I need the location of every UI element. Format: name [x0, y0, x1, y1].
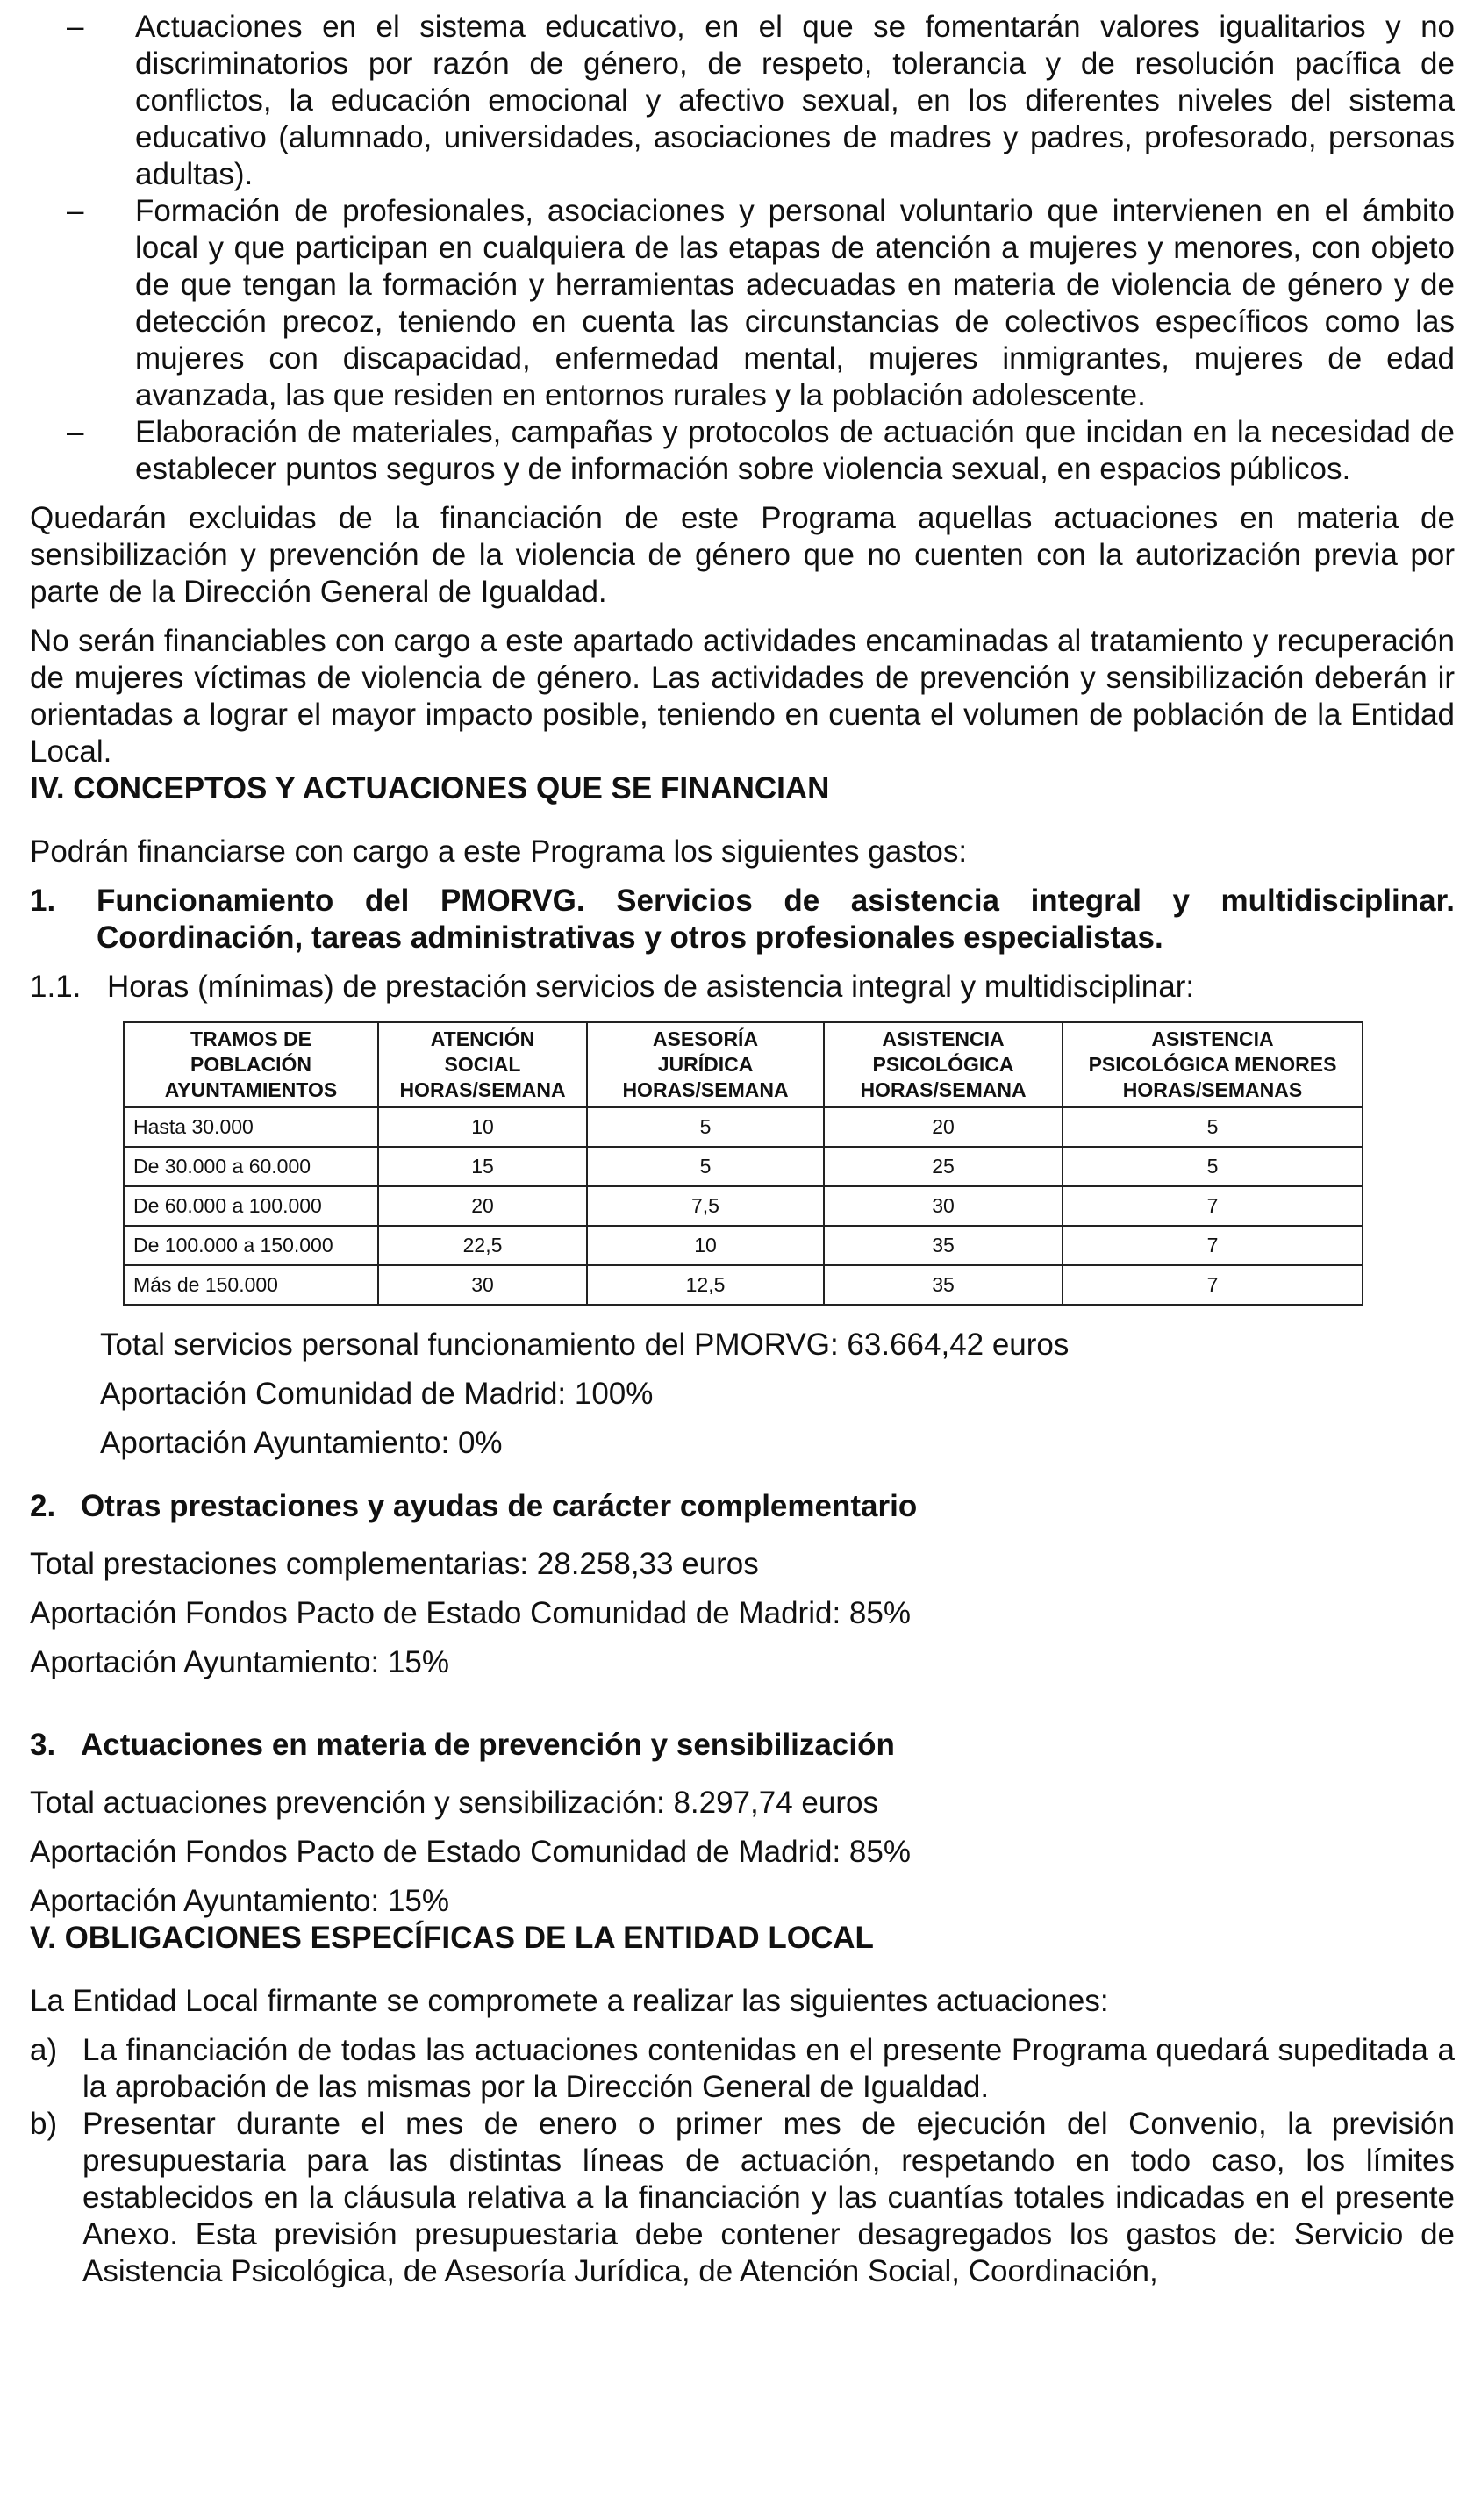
table-cell: 20 — [378, 1186, 587, 1226]
table-cell: 12,5 — [587, 1265, 824, 1305]
section-v-intro: La Entidad Local firmante se compromete a realizar las siguientes actuaciones: — [30, 1984, 1109, 2018]
obligation-item-b — [30, 2106, 1455, 2290]
table-cell: Más de 150.000 — [124, 1265, 378, 1305]
table-row — [124, 1147, 1363, 1186]
item1-sub-number: 1.1. — [30, 970, 82, 1004]
list-item — [30, 414, 1455, 488]
prevention-actions-list — [30, 9, 1455, 488]
table-cell: 7 — [1063, 1265, 1363, 1305]
list-item — [30, 9, 1455, 193]
table-cell: De 60.000 a 100.000 — [124, 1186, 378, 1226]
item3-heading — [30, 1727, 1455, 1764]
dash-bullet: – — [67, 194, 84, 228]
item3-title: Actuaciones en materia de prevención y sensibilización — [81, 1728, 895, 1762]
table-cell: 7 — [1063, 1226, 1363, 1265]
item1-heading — [30, 883, 1455, 956]
table-cell: Hasta 30.000 — [124, 1107, 378, 1147]
section-v-heading: V. OBLIGACIONES ESPECÍFICAS DE LA ENTIDAD LOCAL — [30, 1921, 874, 1955]
hours-table — [123, 1021, 1363, 1306]
item2-aportacion-cm: Aportación Fondos Pacto de Estado Comunidad de Madrid: 85% — [30, 1596, 911, 1630]
header-asistencia-psicologica: ASISTENCIA PSICOLÓGICA HORAS/SEMANA — [824, 1022, 1063, 1107]
excluded-paragraph: Quedarán excluidas de la financiación de este Programa aquellas actuaciones en materia de sensibilización y prevención de la violencia de género que no cuenten con la autorización previa por parte de la Dirección General de Igualdad. — [30, 501, 1455, 609]
item2-total: Total prestaciones complementarias: 28.258,33 euros — [30, 1547, 759, 1581]
header-tramos: TRAMOS DE POBLACIÓN AYUNTAMIENTOS — [124, 1022, 378, 1107]
table-row — [124, 1226, 1363, 1265]
item1-aportacion-cm: Aportación Comunidad de Madrid: 100% — [100, 1377, 654, 1411]
list-item-text: Formación de profesionales, asociaciones y personal voluntario que intervienen en el ámbito local y que participan en cualquiera de las etapas de atención a mujeres y menores, con objeto de que tengan la formación y herramientas adecuadas en materia de violencia de género y de detección precoz, teniendo en cuenta las circunstancias de colectivos específicos como las mujeres con discapacidad, enfermedad mental, mujeres inmigrantes, mujeres de edad avanzada, las que residen en entornos rurales y la población adolescente. — [135, 194, 1455, 412]
item1-total: Total servicios personal funcionamiento del PMORVG: 63.664,42 euros — [100, 1328, 1070, 1362]
table-cell: 10 — [587, 1226, 824, 1265]
item2-number: 2. — [30, 1489, 56, 1523]
table-cell: 30 — [824, 1186, 1063, 1226]
header-atencion-social: ATENCIÓN SOCIAL HORAS/SEMANA — [378, 1022, 587, 1107]
table-cell: 22,5 — [378, 1226, 587, 1265]
obligation-b-label: b) — [30, 2107, 58, 2141]
table-header-row — [124, 1022, 1363, 1107]
section-iv-heading: IV. CONCEPTOS Y ACTUACIONES QUE SE FINANCIAN — [30, 771, 830, 805]
dash-bullet: – — [67, 10, 84, 44]
list-item-text: Elaboración de materiales, campañas y protocolos de actuación que incidan en la necesidad de establecer puntos seguros y de información sobre violencia sexual, en espacios públicos. — [135, 415, 1455, 486]
item1-sub-title: Horas (mínimas) de prestación servicios de asistencia integral y multidisciplinar: — [107, 970, 1195, 1004]
table-cell: 5 — [587, 1147, 824, 1186]
table-row — [124, 1265, 1363, 1305]
table-cell: 35 — [824, 1226, 1063, 1265]
table-cell: 15 — [378, 1147, 587, 1186]
table-cell: De 100.000 a 150.000 — [124, 1226, 378, 1265]
item1-subheading — [30, 969, 1455, 1006]
table-cell: 25 — [824, 1147, 1063, 1186]
table-row — [124, 1107, 1363, 1147]
table-cell: 5 — [587, 1107, 824, 1147]
table-cell: 10 — [378, 1107, 587, 1147]
obligation-a-label: a) — [30, 2033, 58, 2067]
obligation-b-text: Presentar durante el mes de enero o primer mes de ejecución del Convenio, la previsión presupuestaria para las distintas líneas de actuación, respetando en todo caso, los límites establecidos en la cláusula relativa a la financiación y las cuantías totales indicadas en el presente Anexo. Esta previsión presupuestaria debe contener desagregados los gastos de: Servicio de Asistencia Psicológica, de Asesoría Jurídica, de Atención Social, Coordinación, — [82, 2107, 1455, 2288]
item3-total: Total actuaciones prevención y sensibilización: 8.297,74 euros — [30, 1786, 878, 1820]
item1-aportacion-ayto: Aportación Ayuntamiento: 0% — [100, 1426, 503, 1460]
table-row — [124, 1186, 1363, 1226]
item2-title: Otras prestaciones y ayudas de carácter complementario — [81, 1489, 918, 1523]
obligation-a-text: La financiación de todas las actuaciones contenidas en el presente Programa quedará supeditada a la aprobación de las mismas por la Dirección General de Igualdad. — [82, 2033, 1455, 2104]
dash-bullet: – — [67, 415, 84, 449]
list-item — [30, 193, 1455, 414]
header-asesoria-juridica: ASESORÍA JURÍDICA HORAS/SEMANA — [587, 1022, 824, 1107]
table-cell: 7,5 — [587, 1186, 824, 1226]
table-cell: 7 — [1063, 1186, 1363, 1226]
table-cell: De 30.000 a 60.000 — [124, 1147, 378, 1186]
not-financiable-paragraph: No serán financiables con cargo a este apartado actividades encaminadas al tratamiento y recuperación de mujeres víctimas de violencia de género. Las actividades de prevención y sensibilización deberán ir orientadas a lograr el mayor impacto posible, teniendo en cuenta el volumen de población de la Entidad Local. — [30, 624, 1455, 769]
item2-aportacion-ayto: Aportación Ayuntamiento: 15% — [30, 1645, 450, 1679]
item2-heading — [30, 1488, 1455, 1525]
table-cell: 5 — [1063, 1147, 1363, 1186]
obligation-item-a — [30, 2032, 1455, 2106]
list-item-text: Actuaciones en el sistema educativo, en el que se fomentarán valores igualitarios y no discriminatorios por razón de género, de respeto, tolerancia y de resolución pacífica de conflictos, la educación emocional y afectivo sexual, en los diferentes niveles del sistema educativo (alumnado, universidades, asociaciones de madres y padres, profesorado, personas adultas). — [135, 10, 1455, 191]
table-cell: 35 — [824, 1265, 1063, 1305]
item1-title: Funcionamiento del PMORVG. Servicios de asistencia integral y multidisciplinar. Coordinación, tareas administrativas y otros profesionales especialistas. — [97, 884, 1455, 955]
document-page — [30, 9, 1455, 2290]
item3-number: 3. — [30, 1728, 56, 1762]
table-cell: 5 — [1063, 1107, 1363, 1147]
item3-aportacion-cm: Aportación Fondos Pacto de Estado Comunidad de Madrid: 85% — [30, 1835, 911, 1869]
item1-number: 1. — [30, 884, 56, 918]
section-iv-intro: Podrán financiarse con cargo a este Programa los siguientes gastos: — [30, 834, 968, 869]
table-cell: 30 — [378, 1265, 587, 1305]
header-asistencia-menores: ASISTENCIA PSICOLÓGICA MENORES HORAS/SEMANAS — [1063, 1022, 1363, 1107]
table-cell: 20 — [824, 1107, 1063, 1147]
item3-aportacion-ayto: Aportación Ayuntamiento: 15% — [30, 1884, 450, 1918]
